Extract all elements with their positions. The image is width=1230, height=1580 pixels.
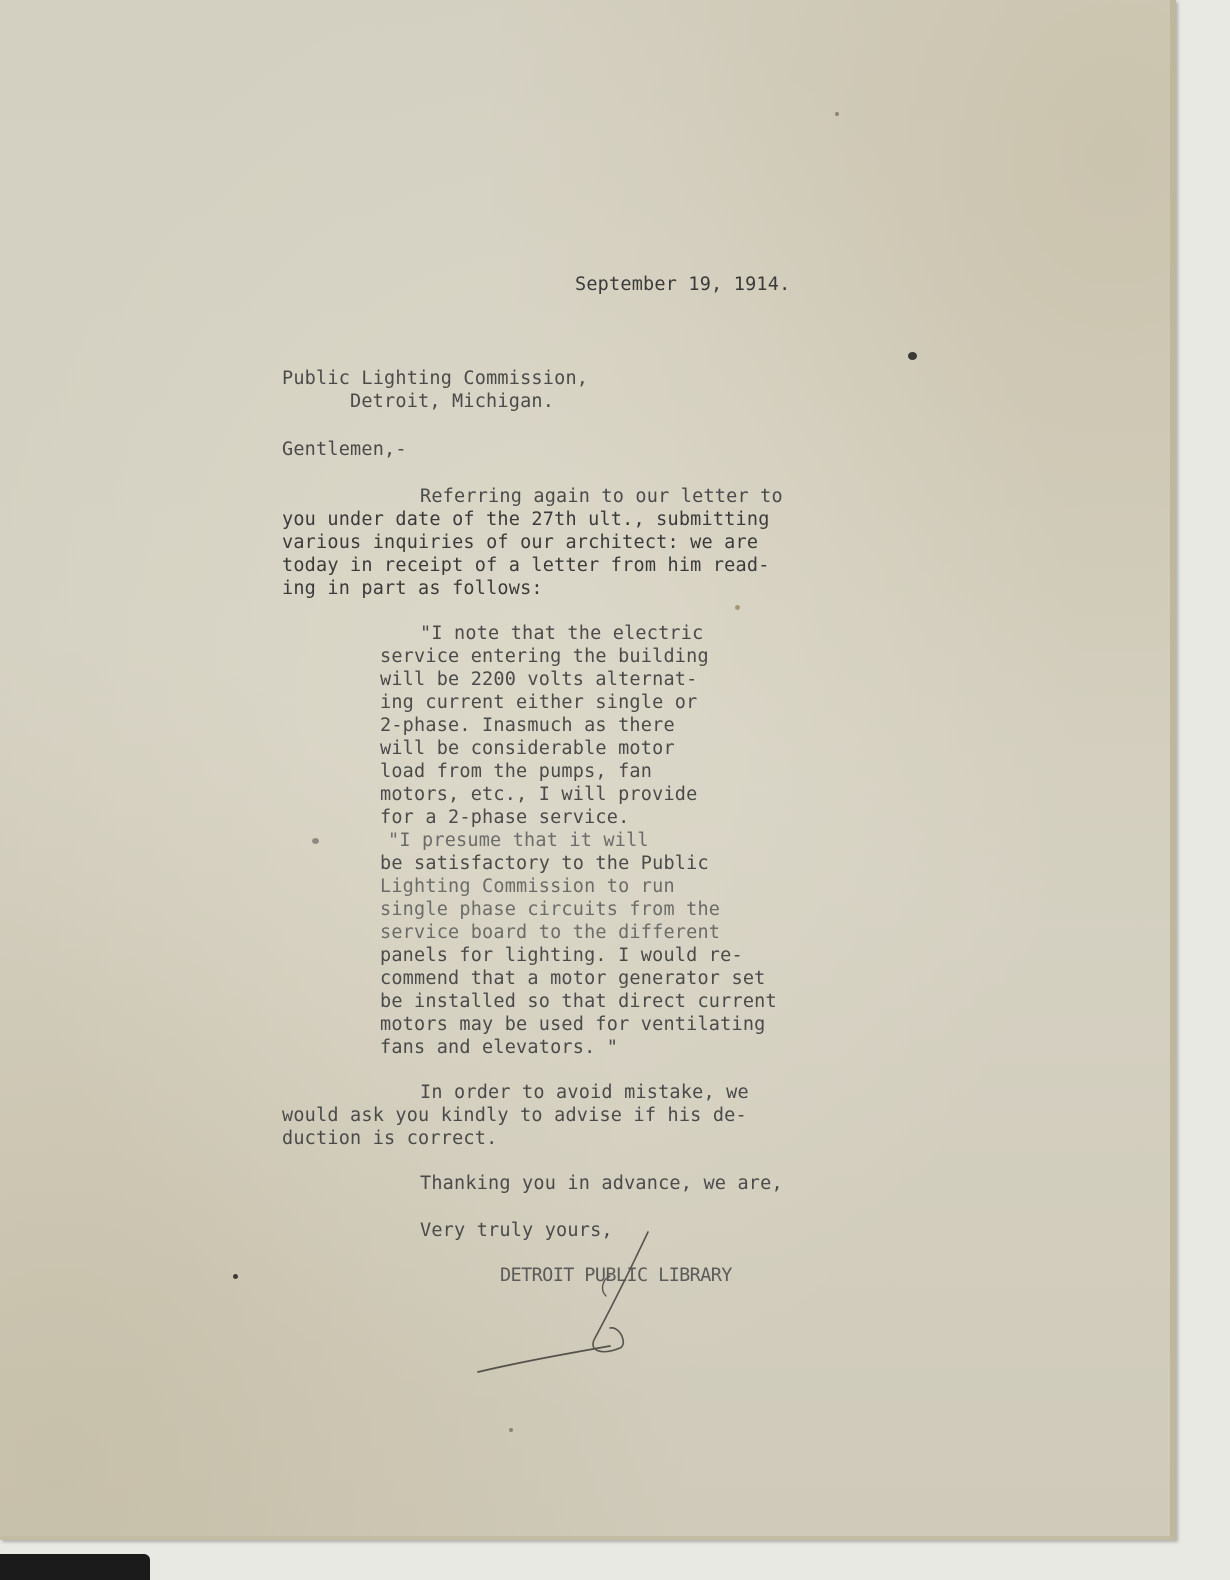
quote-line: Lighting Commission to run <box>380 876 675 897</box>
intro-line: ing in part as follows: <box>282 578 543 599</box>
quote-line: single phase circuits from the <box>380 899 721 920</box>
quote-line: commend that a motor generator set <box>380 968 766 989</box>
letter-date: September 19, 1914. <box>575 274 791 295</box>
ink-speck <box>312 838 319 844</box>
signatory-name: DETROIT PUBLIC LIBRARY <box>500 1265 732 1286</box>
quote-line: be installed so that direct current <box>380 991 777 1012</box>
quote-line: will be 2200 volts alternat- <box>380 669 698 690</box>
request-line: In order to avoid mistake, we <box>420 1082 749 1103</box>
handwritten-signature <box>470 1230 670 1380</box>
recipient-name: Public Lighting Commission, <box>282 368 589 389</box>
quote-line: service entering the building <box>380 646 709 667</box>
ink-speck <box>735 605 740 610</box>
quote-line: for a 2-phase service. <box>380 807 630 828</box>
quote-line: "I presume that it will <box>388 830 649 851</box>
recipient-city: Detroit, Michigan. <box>350 391 555 412</box>
intro-line: Referring again to our letter to <box>420 486 783 507</box>
quote-line: load from the pumps, fan <box>380 761 653 782</box>
quote-line: ing current either single or <box>380 692 698 713</box>
ink-speck <box>908 352 917 360</box>
quote-line: motors, etc., I will provide <box>380 784 698 805</box>
complimentary-close: Very truly yours, <box>420 1220 613 1241</box>
quote-line: service board to the different <box>380 922 721 943</box>
scanner-edge <box>0 1554 150 1580</box>
ink-speck <box>835 112 839 116</box>
thanks-line: Thanking you in advance, we are, <box>420 1173 783 1194</box>
intro-line: you under date of the 27th ult., submitting <box>282 509 770 530</box>
request-line: would ask you kindly to advise if his de- <box>282 1105 747 1126</box>
quote-line: be satisfactory to the Public <box>380 853 709 874</box>
quote-line: will be considerable motor <box>380 738 675 759</box>
request-line: duction is correct. <box>282 1128 498 1149</box>
ink-speck <box>509 1428 513 1432</box>
intro-line: today in receipt of a letter from him read- <box>282 555 770 576</box>
intro-line: various inquiries of our architect: we are <box>282 532 759 553</box>
quote-line: motors may be used for ventilating <box>380 1014 766 1035</box>
quote-line: 2-phase. Inasmuch as there <box>380 715 675 736</box>
quote-line: "I note that the electric <box>420 623 704 644</box>
salutation: Gentlemen,- <box>282 439 407 460</box>
quote-line: panels for lighting. I would re- <box>380 945 743 966</box>
quote-line: fans and elevators. " <box>380 1037 619 1058</box>
ink-speck <box>233 1274 238 1279</box>
